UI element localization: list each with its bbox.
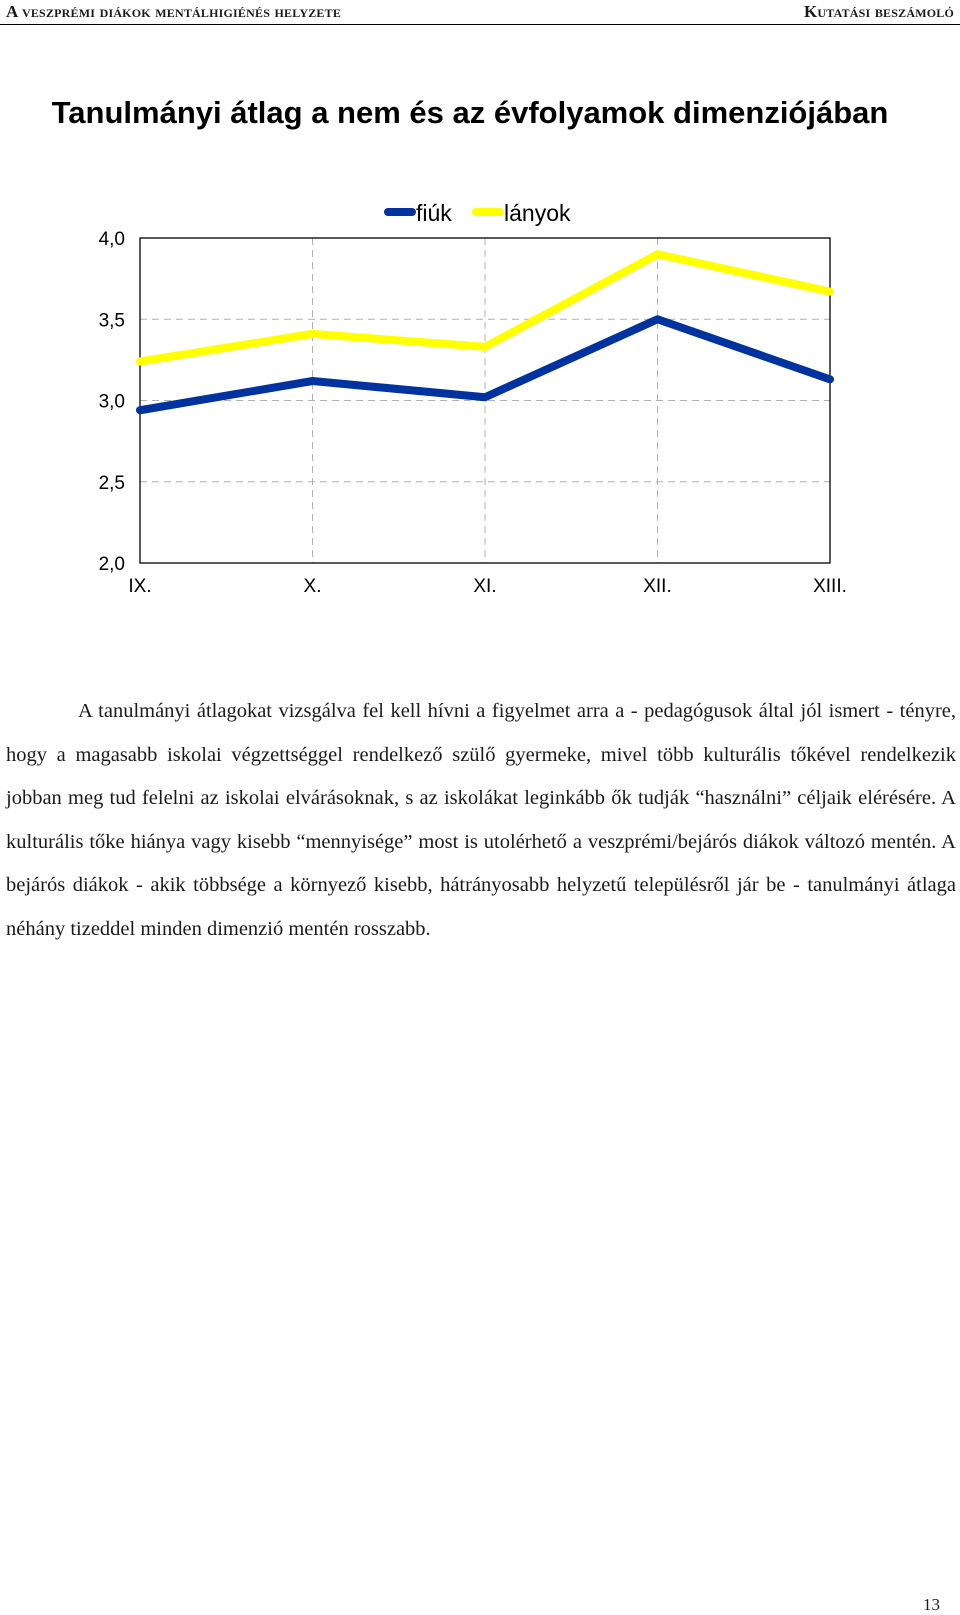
running-header [0,0,960,25]
header-document-title: A veszprémi diákok mentálhigiénés helyzete [6,2,342,21]
y-tick-label: 3,0 [98,391,125,413]
x-tick-label: XI. [473,576,497,597]
y-tick-label: 3,5 [98,310,125,332]
y-tick-label: 2,0 [98,554,125,575]
chart-container [0,80,960,620]
body-paragraph: A tanulmányi átlagokat vizsgálva fel kell hívni a figyelmet arra a - pedagógusok által jól ismert - tényre, hogy a magasabb iskolai végzettséggel rendelkező szülő gyermeke, mivel több kulturális tőkével rendelkezik jobban meg tud felelni az iskolai elvárásoknak, s az iskolákat leginkább ők tudják “használni” céljaik elérésére. A kulturális tőke hiánya vagy kisebb “mennyisége” most is utolérhető a veszprémi/bejárós diákok változó mentén. A bejárós diákok - akik többsége a környező kisebb, hátrányosabb helyzetű településről jár be - tanulmányi átlaga néhány tizeddel minden dimenzió mentén rosszabb. [6,700,956,940]
y-tick-label: 2,5 [98,472,125,494]
chart-title: Tanulmányi átlag a nem és az évfolyamok dimenziójában [51,95,889,130]
x-tick-label: X. [303,576,322,597]
legend-label: fiúk [416,200,452,226]
header-report-label: Kutatási beszámoló [804,2,954,21]
x-tick-label: IX. [128,576,152,597]
y-tick-label: 4,0 [98,229,125,250]
x-tick-label: XIII. [813,576,847,597]
legend-label: lányok [504,200,571,226]
x-tick-label: XII. [643,576,672,597]
body-text [6,690,956,951]
line-chart [0,80,960,620]
page-number: 13 [923,1595,940,1614]
